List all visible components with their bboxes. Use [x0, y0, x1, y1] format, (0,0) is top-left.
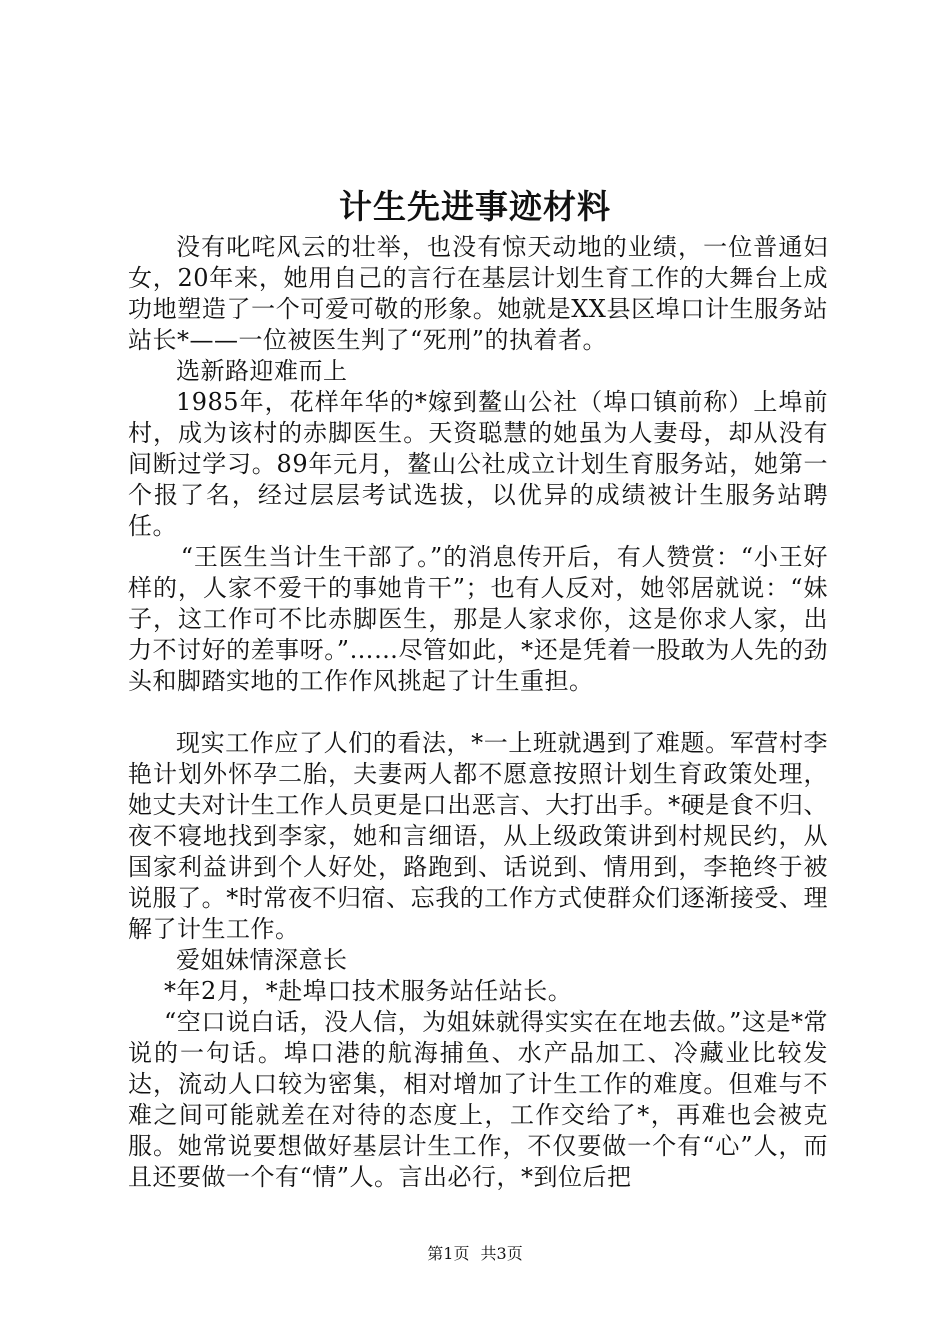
paragraph-intro: 没有叱咤风云的壮举，也没有惊天动地的业绩，一位普通妇女，20年来，她用自己的言行在基层计划生育工作的大舞台上成功地塑造了一个可爱可敬的形象。她就是XX县区埠口计生服务站站长*——一位被医生判了“死刑”的执着者。 — [128, 233, 828, 354]
document-title: 计生先进事迹材料 — [339, 187, 611, 226]
page-footer — [0, 1242, 950, 1266]
page-total: 共3页 — [480, 1244, 523, 1263]
paragraph-saying: “空口说白话，没人信，为姐妹就得实实在在地去做。”这是*常说的一句话。埠口港的航海捕鱼、水产品加工、冷藏业比较发达，流动人口较为密集，相对增加了计生工作的难度。但难与不难之间可能就差在对待的态度上，工作交给了*，再难也会被克服。她常说要想做好基层计生工作，不仅要做一个有“心”人，而且还要做一个有“情”人。言出必行，*到位后把 — [128, 1008, 828, 1191]
paragraph-work: 现实工作应了人们的看法，*一上班就遇到了难题。军营村李艳计划外怀孕二胎，夫妻两人都不愿意按照计划生育政策处理，她丈夫对计生工作人员更是口出恶言、大打出手。*硬是食不归、夜不寝地找到李家，她和言细语，从上级政策讲到村规民约，从国家利益讲到个人好处，路跑到、话说到、情用到，李艳终于被说服了。*时常夜不归宿、忘我的工作方式使群众们逐渐接受、理解了计生工作。 — [128, 729, 828, 943]
document-body — [128, 232, 828, 1193]
paragraph-appointment: *年2月，*赴埠口技术服务站任站长。 — [164, 977, 573, 1005]
paragraph-quote: “王医生当计生干部了。”的消息传开后，有人赞赏：“小王好样的，人家不爱干的事她肯干”；也有人反对，她邻居就说：“妹子，这工作可不比赤脚医生，那是人家求你，这是你求人家，出力不讨好的差事呀。”……尽管如此，*还是凭着一股敢为人先的劲头和脚踏实地的工作作风挑起了计生重担。 — [128, 543, 828, 695]
paragraph-spacer — [128, 697, 828, 728]
paragraph-1985: 1985年，花样年华的*嫁到鳌山公社（埠口镇前称）上埠前村，成为该村的赤脚医生。天资聪慧的她虽为人妻母，却从没有间断过学习。89年元月，鳌山公社成立计划生育服务站，她第一个报了名，经过层层考试选拔，以优异的成绩被计生服务站聘任。 — [128, 388, 828, 540]
section-heading-1: 选新路迎难而上 — [176, 357, 348, 385]
page-number: 第1页 — [427, 1244, 470, 1263]
section-heading-2: 爱姐妹情深意长 — [176, 946, 348, 974]
